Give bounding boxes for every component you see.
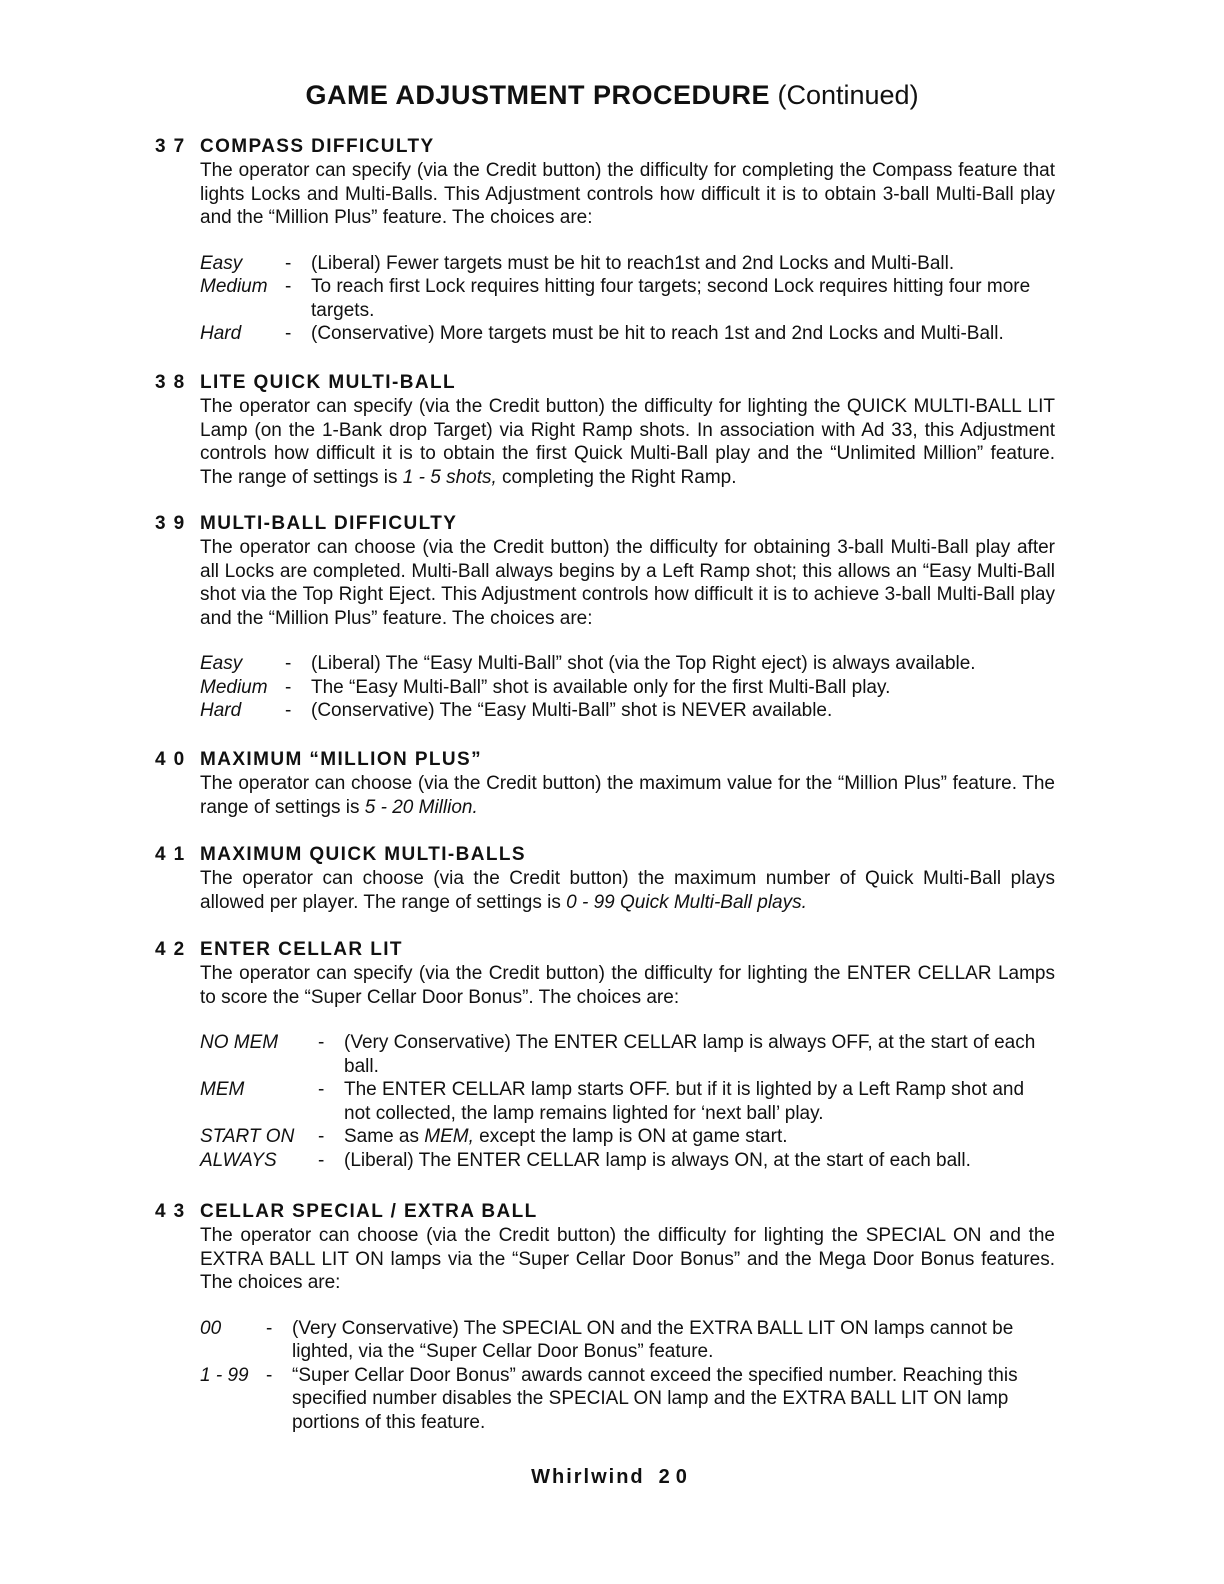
option-text: (Liberal) Fewer targets must be hit to reach1st and 2nd Locks and Multi-Ball. — [311, 252, 955, 274]
option-dash: - — [285, 653, 292, 674]
page-title-main: GAME ADJUSTMENT PROCEDURE — [305, 80, 770, 110]
page-title — [0, 80, 1224, 111]
section-paragraph — [200, 395, 1055, 489]
option-dash: - — [266, 1364, 273, 1386]
option-row — [200, 1078, 1055, 1125]
option-key: ALWAYS — [200, 1149, 277, 1171]
section-heading — [155, 1200, 1055, 1224]
option-row — [200, 252, 1055, 276]
section-title: ENTER CELLAR LIT — [200, 939, 403, 960]
section-43 — [155, 1200, 1055, 1434]
option-row — [200, 699, 1055, 723]
option-dash: - — [266, 1317, 273, 1339]
section-title: MAXIMUM QUICK MULTI-BALLS — [200, 844, 526, 865]
settings-range: 0 - 99 Quick Multi-Ball plays. — [566, 891, 807, 913]
section-number: 3 8 — [155, 372, 186, 393]
option-row — [200, 1364, 1055, 1435]
option-row — [200, 275, 1055, 322]
option-dash: - — [318, 1079, 325, 1100]
section-paragraph: The operator can choose (via the Credit button) the difficulty for lighting the SPECIAL ON and the EXTRA BALL LIT ON lamps via the “Super Cellar Door Bonus” and the Mega Door Bonus features. The choices are: — [200, 1225, 1055, 1293]
option-key: Easy — [200, 252, 243, 274]
section-37 — [155, 135, 1055, 346]
option-key: START ON — [200, 1126, 295, 1147]
section-heading — [155, 512, 1055, 536]
section-number: 4 3 — [155, 1201, 186, 1222]
option-list — [200, 652, 1055, 723]
paragraph-text: completing the Right Ramp. — [496, 466, 737, 488]
option-key: 00 — [200, 1317, 222, 1339]
section-heading — [155, 938, 1055, 962]
option-text: (Liberal) The “Easy Multi-Ball” shot (via the Top Right eject) is always available. — [311, 653, 976, 674]
section-heading — [155, 371, 1055, 395]
section-paragraph: The operator can specify (via the Credit button) the difficulty for completing the Compass feature that lights Locks and Multi-Balls. This Adjustment controls how difficult it is to obtain 3-ball Multi-Ball play and the “Million Plus” feature. The choices are: — [200, 160, 1055, 228]
option-text — [344, 1125, 1055, 1149]
option-key: Medium — [200, 676, 268, 698]
paragraph-text: The operator can choose (via the Credit button) the maximum value for the “Million Plus” feature. The range of settings is — [200, 773, 1055, 818]
option-key: MEM — [200, 1079, 245, 1100]
option-text: (Very Conservative) The ENTER CELLAR lamp is always OFF, at the start of each ball. — [344, 1032, 1036, 1077]
footer-game-name: Whirlwind — [531, 1466, 645, 1488]
settings-range: 1 - 5 shots, — [402, 466, 497, 488]
option-dash: - — [318, 1032, 325, 1053]
option-row — [200, 1125, 1055, 1149]
option-dash: - — [318, 1149, 325, 1171]
option-dash: - — [285, 252, 292, 274]
option-text-part: except the lamp is ON at game start. — [473, 1126, 788, 1147]
option-row — [200, 1317, 1055, 1364]
option-key: 1 - 99 — [200, 1364, 249, 1386]
section-paragraph: The operator can specify (via the Credit button) the difficulty for lighting the ENTER CELLAR Lamps to score the “Super Cellar Door Bonus”. The choices are: — [200, 963, 1055, 1008]
section-41 — [155, 843, 1055, 914]
section-heading — [155, 135, 1055, 159]
section-39 — [155, 512, 1055, 723]
option-row — [200, 1149, 1055, 1173]
option-dash: - — [285, 676, 292, 698]
section-title: MAXIMUM “MILLION PLUS” — [200, 749, 483, 770]
option-text: The ENTER CELLAR lamp starts OFF. but if it is lighted by a Left Ramp shot and not collected, the lamp remains lighted for ‘next ball’ play. — [344, 1079, 1025, 1124]
option-row — [200, 322, 1055, 346]
section-38 — [155, 371, 1055, 489]
paragraph-text: The operator can specify (via the Credit button) the difficulty for lighting the QUICK MULTI-BALL LIT Lamp (on the 1-Bank drop Target) via Right Ramp shots. In association with Ad 33, this Adjustment controls how difficult it is to obtain the first Quick Multi-Ball play and the “Unlimited Million” feature. The range of settings is — [200, 396, 1055, 488]
footer-page-number: 20 — [658, 1466, 693, 1488]
option-dash: - — [285, 323, 292, 344]
section-42 — [155, 938, 1055, 1172]
section-paragraph — [200, 772, 1055, 819]
option-text-part: Same as — [344, 1126, 425, 1147]
option-list — [200, 1031, 1055, 1172]
option-key: NO MEM — [200, 1032, 279, 1053]
option-text-italic: MEM, — [424, 1126, 474, 1147]
section-number: 3 9 — [155, 513, 186, 534]
option-list — [200, 1317, 1055, 1435]
option-dash: - — [285, 276, 292, 297]
option-text: To reach first Lock requires hitting four targets; second Lock requires hitting four more targets. — [311, 276, 1031, 321]
option-text: (Conservative) More targets must be hit to reach 1st and 2nd Locks and Multi-Ball. — [311, 323, 1004, 344]
option-text: “Super Cellar Door Bonus” awards cannot exceed the specified number. Reaching this specified number disables the SPECIAL ON lamp and the EXTRA BALL LIT ON lamp portions of this feature. — [292, 1364, 1018, 1433]
option-text: (Very Conservative) The SPECIAL ON and the EXTRA BALL LIT ON lamps cannot be lighted, via the “Super Cellar Door Bonus” feature. — [292, 1317, 1014, 1362]
option-text: (Liberal) The ENTER CELLAR lamp is always ON, at the start of each ball. — [344, 1149, 971, 1171]
option-row — [200, 1031, 1055, 1078]
section-paragraph — [200, 867, 1055, 914]
section-heading — [155, 843, 1055, 867]
page-footer — [0, 1466, 1224, 1489]
section-title: COMPASS DIFFICULTY — [200, 136, 435, 157]
page-title-continued: (Continued) — [777, 80, 919, 110]
section-number: 4 1 — [155, 844, 186, 865]
section-title: MULTI-BALL DIFFICULTY — [200, 513, 458, 534]
section-heading — [155, 748, 1055, 772]
option-key: Easy — [200, 653, 243, 674]
option-key: Hard — [200, 700, 242, 721]
option-row — [200, 652, 1055, 676]
option-key: Medium — [200, 276, 268, 297]
option-dash: - — [285, 700, 292, 721]
option-row — [200, 676, 1055, 700]
section-title: CELLAR SPECIAL / EXTRA BALL — [200, 1201, 538, 1222]
option-list — [200, 252, 1055, 346]
option-dash: - — [318, 1126, 325, 1147]
section-number: 4 0 — [155, 749, 186, 770]
paragraph-text: The operator can choose (via the Credit button) the maximum number of Quick Multi-Ball plays allowed per player. The range of settings is — [200, 868, 1055, 913]
section-paragraph: The operator can choose (via the Credit button) the difficulty for obtaining 3-ball Multi-Ball play after all Locks are completed. Multi-Ball always begins by a Left Ramp shot; this allows an “Easy Multi-Ball shot via the Top Right Eject. This Adjustment controls how difficult it is to achieve 3-ball Multi-Ball play and the “Million Plus” feature. The choices are: — [200, 537, 1055, 629]
section-number: 4 2 — [155, 939, 186, 960]
option-key: Hard — [200, 323, 242, 344]
option-text: The “Easy Multi-Ball” shot is available only for the first Multi-Ball play. — [311, 676, 891, 698]
section-title: LITE QUICK MULTI-BALL — [200, 372, 456, 393]
section-40 — [155, 748, 1055, 819]
section-number: 3 7 — [155, 136, 186, 157]
settings-range: 5 - 20 Million. — [364, 796, 478, 818]
option-text: (Conservative) The “Easy Multi-Ball” shot is NEVER available. — [311, 700, 833, 721]
